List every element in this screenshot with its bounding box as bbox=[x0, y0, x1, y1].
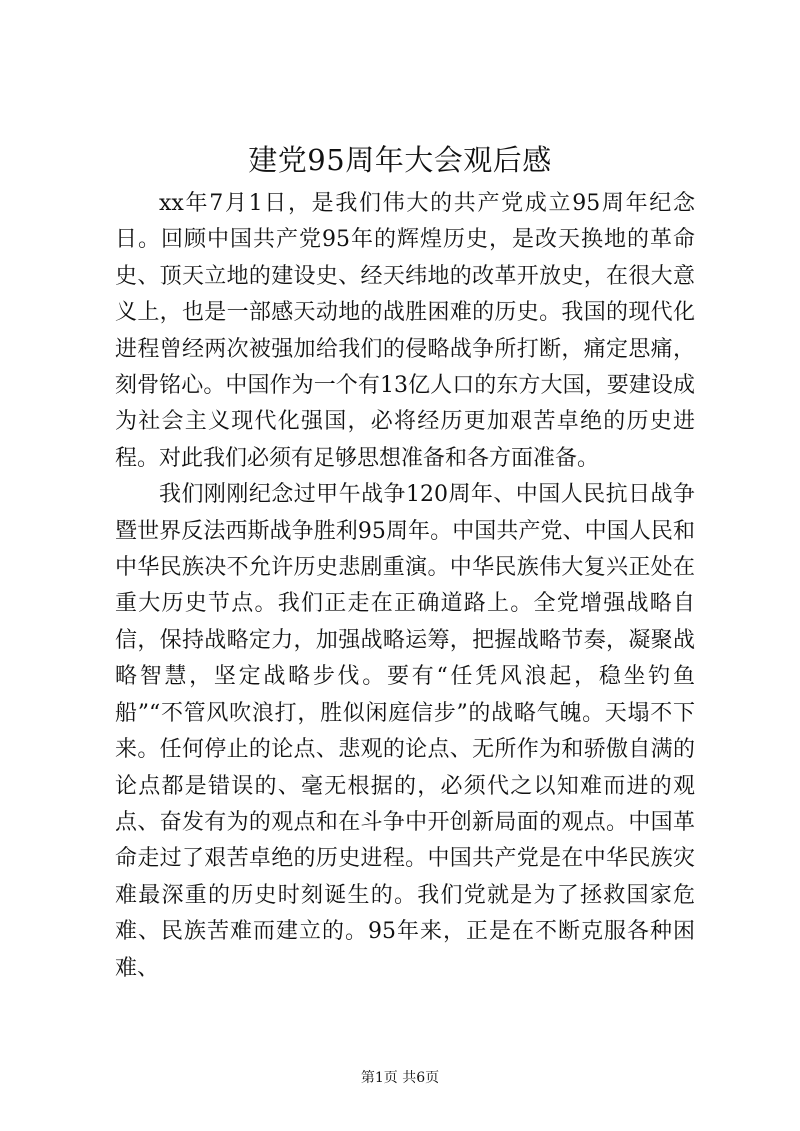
document-title: 建党95周年大会观后感 bbox=[248, 143, 552, 177]
paragraph: 我们刚刚纪念过甲午战争120周年、中国人民抗日战争暨世界反法西斯战争胜利95周年。中国共产党、中国人民和中华民族决不允许历史悲剧重演。中华民族伟大复兴正处在重大历史节点。我们正走在正确道路上。全党增强战略自信，保持战略定力，加强战略运筹，把握战略节奏，凝聚战略智慧，坚定战略步伐。要有“任凭风浪起，稳坐钓鱼船”“不管风吹浪打，胜似闲庭信步”的战略气魄。天塌不下来。任何停止的论点、悲观的论点、无所作为和骄傲自满的论点都是错误的、毫无根据的，必须代之以知难而进的观点、奋发有为的观点和在斗争中开创新局面的观点。中国革命走过了艰苦卓绝的历史进程。中国共产党是在中华民族灾难最深重的历史时刻诞生的。我们党就是为了拯救国家危难、民族苦难而建立的。95年来，正是在不断克服各种困难、 bbox=[115, 482, 695, 981]
paragraph: xx年7月1日，是我们伟大的共产党成立95周年纪念日。回顾中国共产党95年的辉煌历史，是改天换地的革命史、顶天立地的建设史、经天纬地的改革开放史，在很大意义上，也是一部感天动地的战胜困难的历史。我国的现代化进程曾经两次被强加给我们的侵略战争所打断，痛定思痛，刻骨铭心。中国作为一个有13亿人口的东方大国，要建设成为社会主义现代化强国，必将经历更加艰苦卓绝的历史进程。对此我们必须有足够思想准备和各方面准备。 bbox=[115, 191, 695, 471]
page-number-footer: 第1页 共6页 bbox=[360, 1070, 440, 1086]
document-body bbox=[115, 186, 695, 987]
